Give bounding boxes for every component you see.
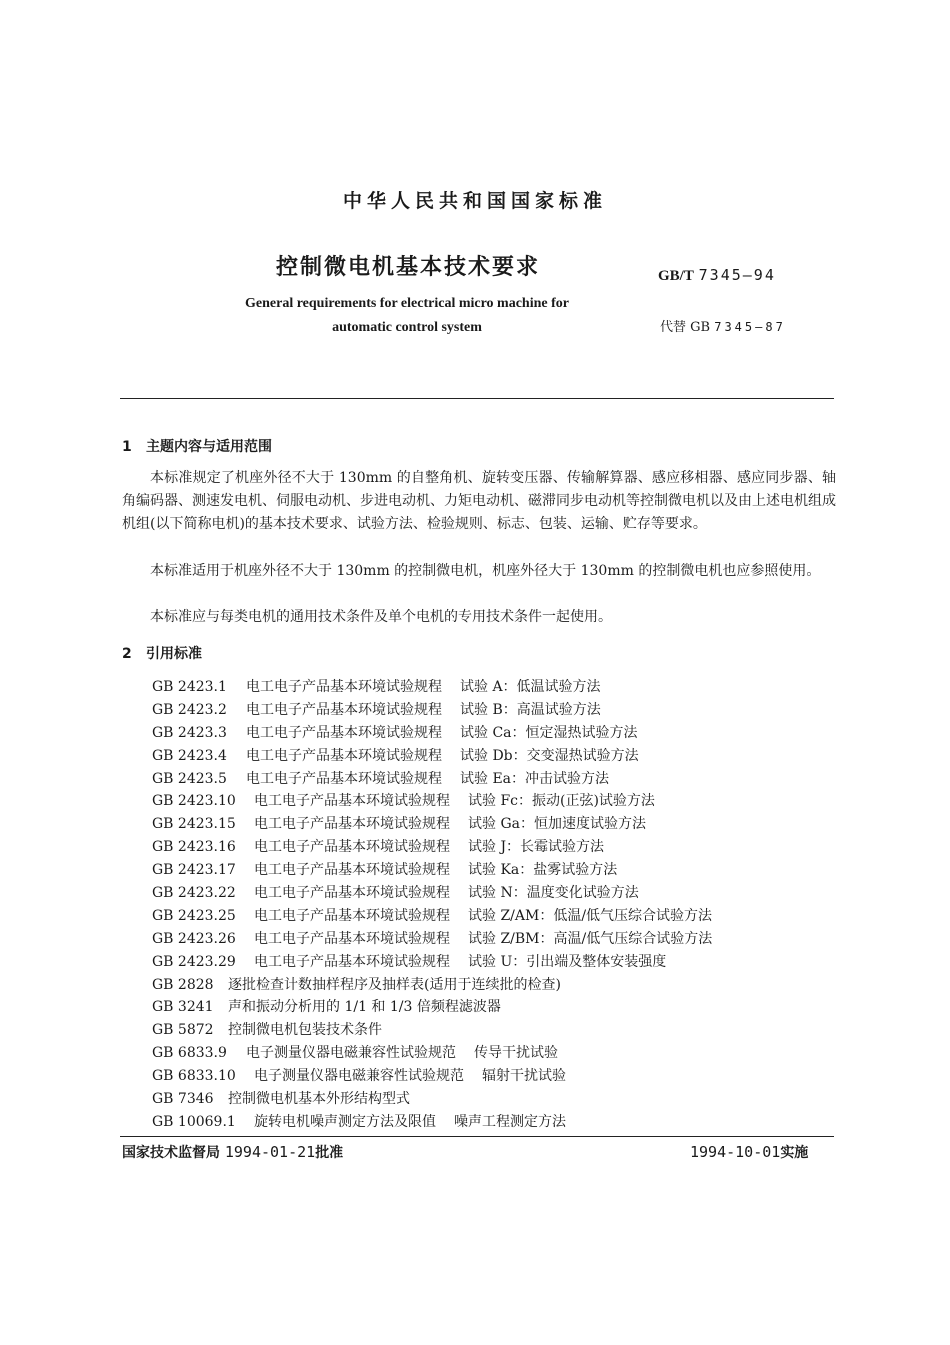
section-1-paragraph-1: 本标准规定了机座外径不大于 130mm 的自整角机、旋转变压器、传输解算器、感应移相器、感应同步器、轴角编码器、测速发电机、伺服电动机、步进电动机、力矩电动机、磁滞同步电动机等控制微电机以及由上述电机组成机组(以下简称电机)的基本技术要求、试验方法、检验规则、标志、包装、运输、贮存等要求。 <box>122 470 836 532</box>
ref-name: 电子测量仪器电磁兼容性试验规范 <box>246 1045 456 1062</box>
reference-item <box>152 882 712 905</box>
ref-name: 电工电子产品基本环境试验规程 <box>254 793 450 810</box>
ref-detail: 试验 J：长霉试验方法 <box>468 839 605 856</box>
issuing-authority: 国家技术监督局 <box>122 1145 220 1161</box>
replaces-number: 7345—87 <box>714 320 786 334</box>
reference-item <box>152 1111 712 1134</box>
ref-detail: 试验 Z/AM：低温/低气压综合试验方法 <box>468 907 713 924</box>
approval-date: 1994-01-21 <box>224 1143 316 1161</box>
approval-label: 批准 <box>315 1145 344 1161</box>
reference-item <box>152 699 712 722</box>
implementation-date: 1994-10-01 <box>690 1143 781 1161</box>
ref-name: 电工电子产品基本环境试验规程 <box>246 724 442 741</box>
ref-code: GB 6833.10 <box>152 1068 236 1085</box>
ref-name: 控制微电机基本外形结构型式 <box>228 1091 410 1108</box>
ref-code: GB 2423.17 <box>152 862 236 879</box>
ref-name: 电工电子产品基本环境试验规程 <box>246 747 442 764</box>
ref-name: 电工电子产品基本环境试验规程 <box>246 679 442 695</box>
ref-name: 电工电子产品基本环境试验规程 <box>246 770 442 787</box>
reference-item <box>152 813 712 836</box>
reference-item <box>152 1042 712 1065</box>
ref-code: GB 2423.3 <box>152 724 227 741</box>
section-1-heading <box>122 436 272 456</box>
ref-detail: 试验 Fc：振动(正弦)试验方法 <box>468 793 655 810</box>
ref-name: 电子测量仪器电磁兼容性试验规范 <box>254 1068 464 1085</box>
ref-code: GB 2423.10 <box>152 793 236 810</box>
reference-item <box>152 722 712 745</box>
ref-code: GB 10069.1 <box>152 1113 236 1130</box>
ref-detail: 试验 A：低温试验方法 <box>460 679 601 695</box>
ref-name: 电工电子产品基本环境试验规程 <box>254 839 450 856</box>
reference-item <box>152 745 712 768</box>
ref-name: 电工电子产品基本环境试验规程 <box>246 701 442 718</box>
ref-code: GB 2423.2 <box>152 701 227 718</box>
approval-line <box>122 1142 343 1162</box>
ref-code: GB 7346 <box>152 1091 214 1108</box>
replaces-prefix: 代替 GB <box>660 320 711 335</box>
ref-name: 电工电子产品基本环境试验规程 <box>254 930 450 947</box>
reference-item <box>152 1019 712 1042</box>
ref-code: GB 6833.9 <box>152 1045 227 1062</box>
standard-number: 7345—94 <box>698 266 776 284</box>
reference-item <box>152 836 712 859</box>
reference-item <box>152 1065 712 1088</box>
ref-name: 控制微电机包装技术条件 <box>228 1022 382 1039</box>
ref-detail: 试验 Ca：恒定湿热试验方法 <box>460 724 638 741</box>
reference-item <box>152 676 712 699</box>
ref-code: GB 5872 <box>152 1022 214 1039</box>
header-divider <box>120 398 834 399</box>
ref-detail: 试验 N：温度变化试验方法 <box>468 885 639 902</box>
ref-name: 电工电子产品基本环境试验规程 <box>254 885 450 902</box>
section-1-title: 主题内容与适用范围 <box>146 439 272 455</box>
ref-code: GB 2423.16 <box>152 839 236 856</box>
ref-code: GB 2423.29 <box>152 953 236 970</box>
ref-name: 声和振动分析用的 1/1 和 1/3 倍频程滤波器 <box>228 999 501 1016</box>
document-title-cn: 控制微电机基本技术要求 <box>276 255 541 280</box>
section-2-title: 引用标准 <box>146 646 202 662</box>
ref-code: GB 2423.26 <box>152 930 236 947</box>
ref-detail: 试验 Ea：冲击试验方法 <box>460 770 610 787</box>
ref-detail: 噪声工程测定方法 <box>454 1113 566 1130</box>
ref-code: GB 2423.5 <box>152 770 227 787</box>
section-1-number: 1 <box>122 439 132 455</box>
implementation-label: 实施 <box>780 1145 809 1161</box>
ref-name: 逐批检查计数抽样程序及抽样表(适用于连续批的检查) <box>228 976 561 993</box>
ref-detail: 试验 Z/BM：高温/低气压综合试验方法 <box>468 930 713 947</box>
reference-item <box>152 928 712 951</box>
footer-divider <box>120 1136 834 1137</box>
reference-item <box>152 996 712 1019</box>
section-2-heading <box>122 643 202 663</box>
ref-code: GB 2828 <box>152 976 214 993</box>
ref-code: GB 2423.25 <box>152 907 236 924</box>
replaces-standard <box>660 316 786 335</box>
ref-code: GB 2423.15 <box>152 816 236 833</box>
ref-detail: 试验 B：高温试验方法 <box>460 701 601 718</box>
standard-code <box>658 266 776 285</box>
reference-item <box>152 974 712 997</box>
national-standard-heading: 中华人民共和国国家标准 <box>342 190 607 212</box>
ref-code: GB 2423.22 <box>152 885 236 902</box>
reference-list <box>152 676 712 1134</box>
reference-item <box>152 790 712 813</box>
ref-code: GB 3241 <box>152 999 214 1016</box>
implementation-line <box>690 1142 808 1162</box>
document-title-en: General requirements for electrical micro machine for automatic control system <box>245 296 569 335</box>
ref-name: 电工电子产品基本环境试验规程 <box>254 816 450 833</box>
section-2-number: 2 <box>122 646 132 662</box>
reference-item <box>152 905 712 928</box>
ref-detail: 试验 Ga：恒加速度试验方法 <box>468 816 646 833</box>
reference-item <box>152 1088 712 1111</box>
ref-code: GB 2423.4 <box>152 747 227 764</box>
ref-detail: 试验 U：引出端及整体安装强度 <box>468 953 667 970</box>
standard-prefix: GB/T <box>658 268 694 284</box>
ref-code: GB 2423.1 <box>152 679 227 695</box>
section-1-paragraph-3: 本标准应与每类电机的通用技术条件及单个电机的专用技术条件一起使用。 <box>150 609 612 625</box>
ref-detail: 试验 Ka：盐雾试验方法 <box>468 862 618 879</box>
ref-name: 电工电子产品基本环境试验规程 <box>254 907 450 924</box>
section-1-paragraph-2: 本标准适用于机座外径不大于 130mm 的控制微电机，机座外径大于 130mm 的控制微电机也应参照使用。 <box>150 563 821 579</box>
ref-detail: 传导干扰试验 <box>474 1045 558 1062</box>
ref-name: 旋转电机噪声测定方法及限值 <box>254 1113 436 1130</box>
ref-name: 电工电子产品基本环境试验规程 <box>254 862 450 879</box>
reference-item <box>152 859 712 882</box>
reference-item <box>152 951 712 974</box>
ref-detail: 辐射干扰试验 <box>482 1068 566 1085</box>
ref-name: 电工电子产品基本环境试验规程 <box>254 953 450 970</box>
ref-detail: 试验 Db：交变湿热试验方法 <box>460 747 639 764</box>
reference-item <box>152 768 712 791</box>
